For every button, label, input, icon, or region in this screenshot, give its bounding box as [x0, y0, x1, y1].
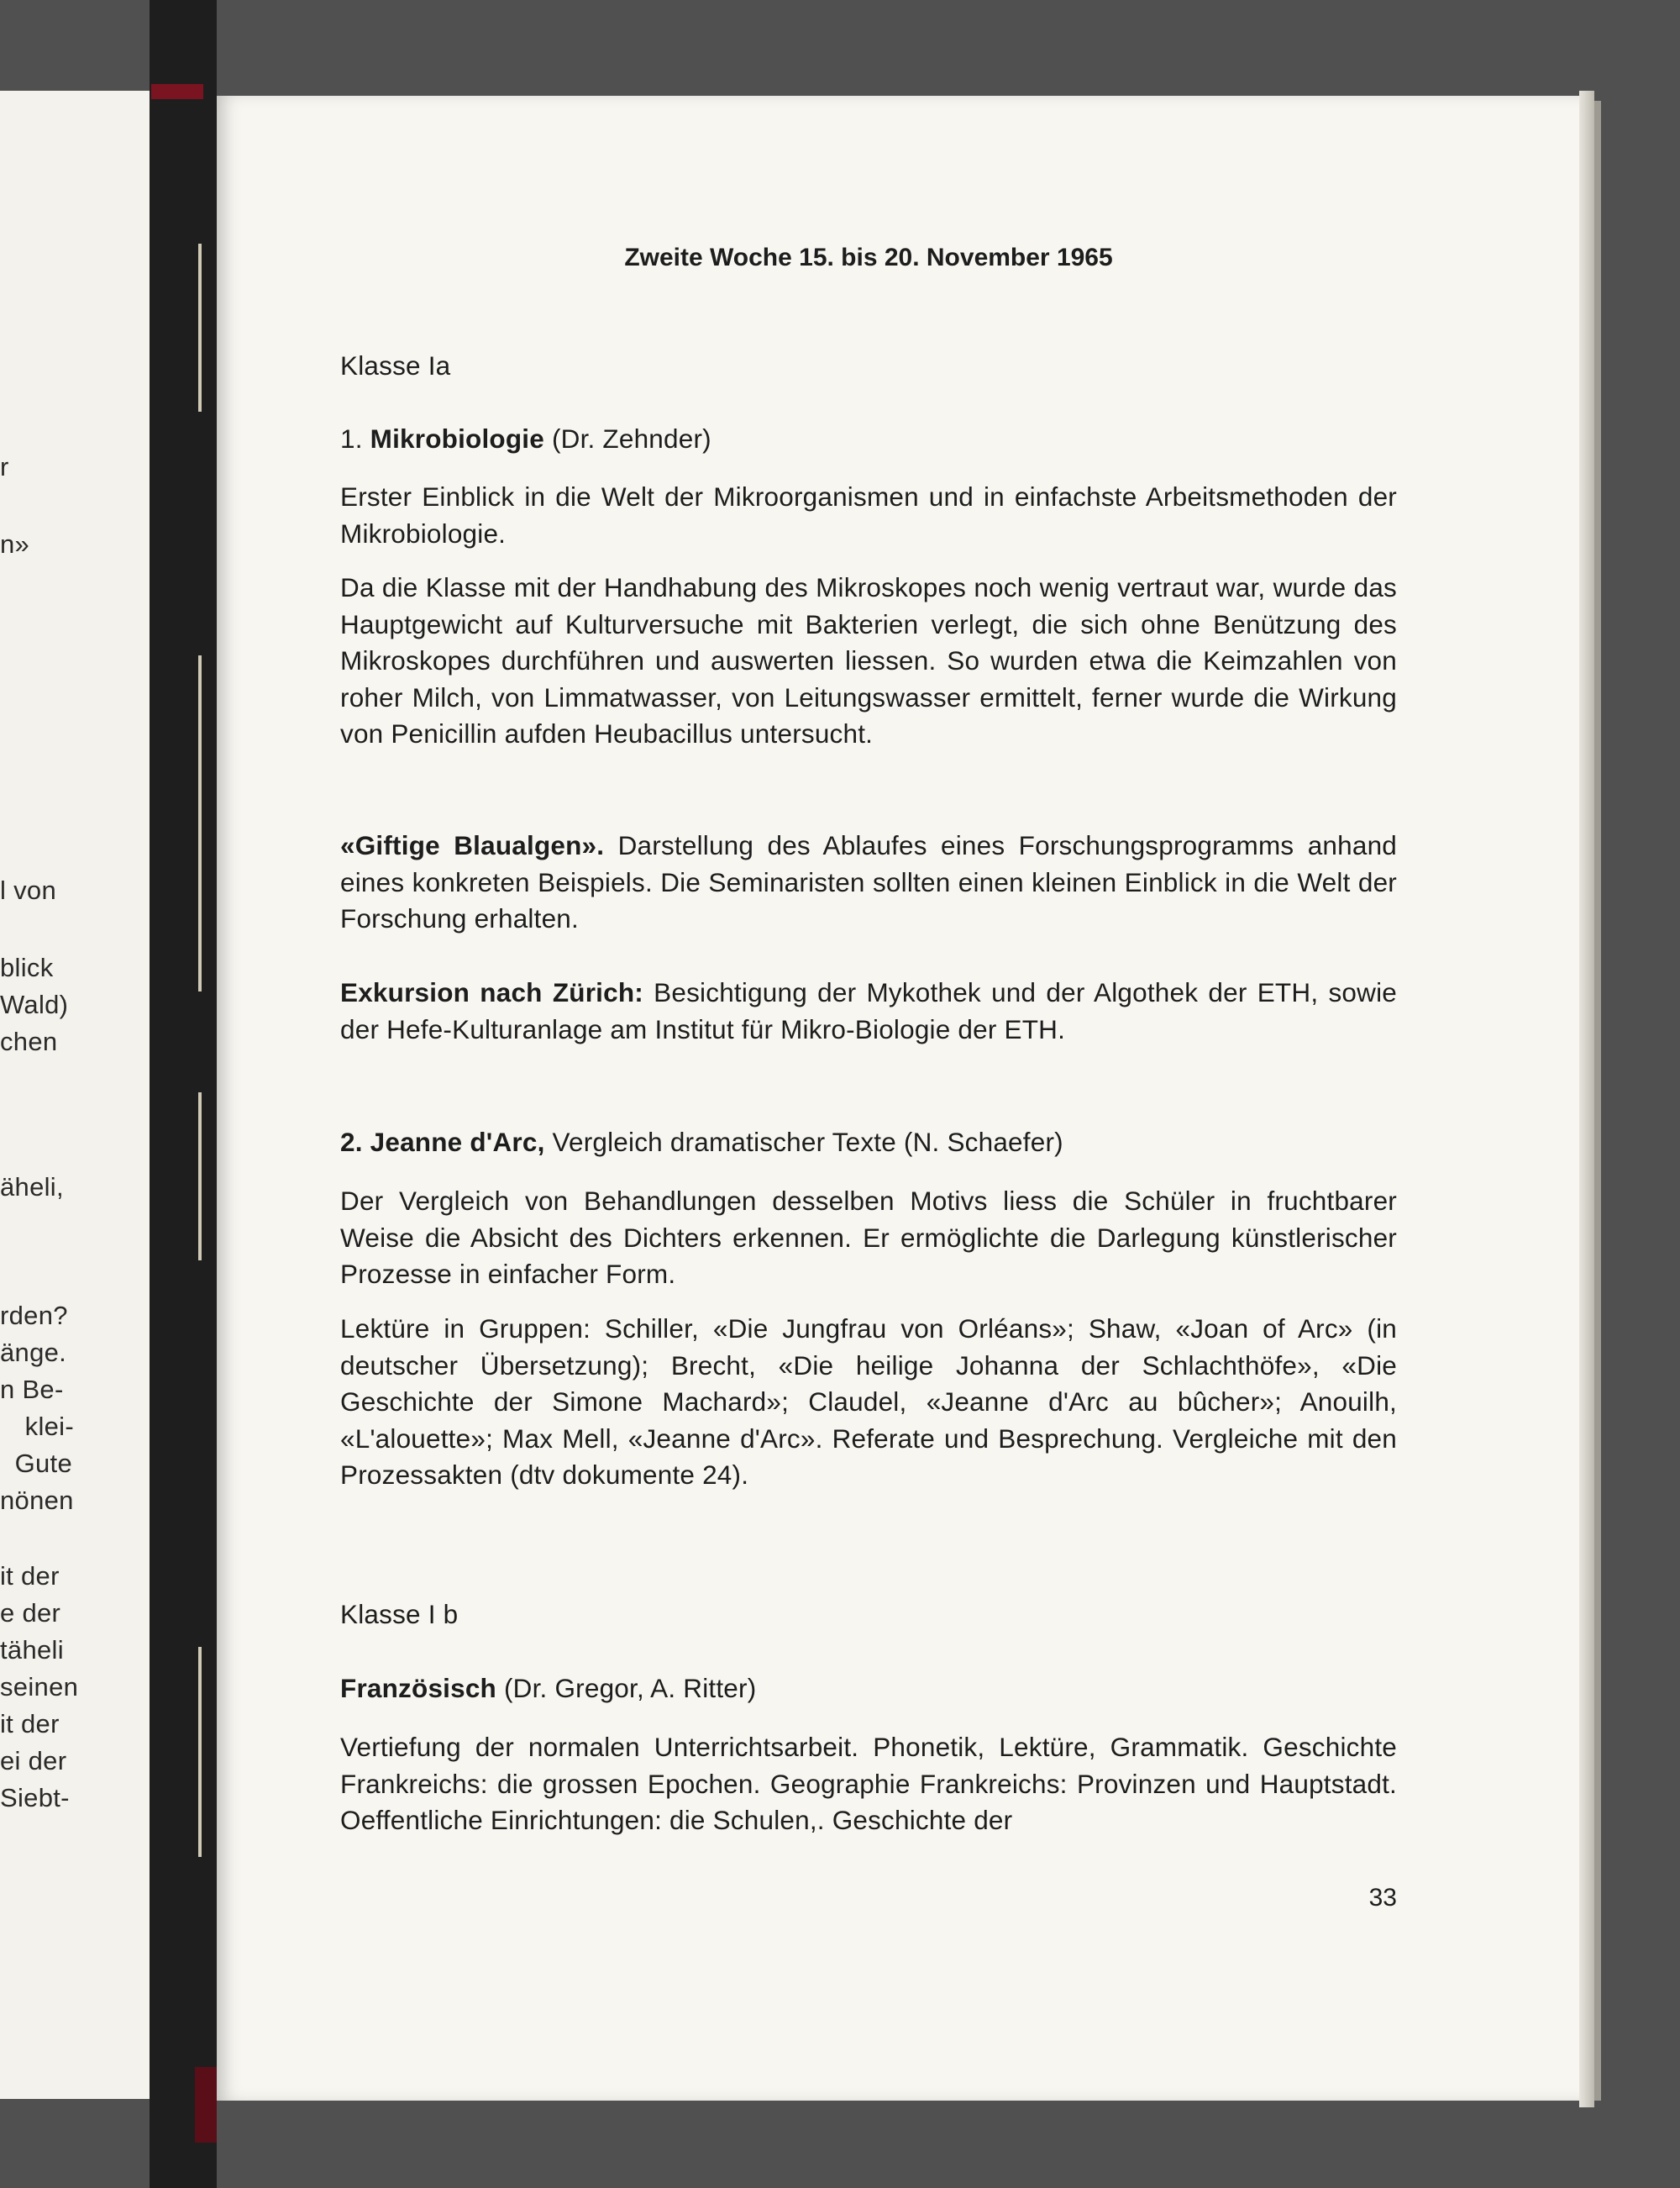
- binding-stitch: [198, 655, 202, 991]
- exkursion-text: Besichtigung der Mykothek und der Algothek der ETH, sowie der Hefe-Kulturanlage am Institut für Mikro-Biologie der ETH.: [340, 977, 1398, 1044]
- franzoesisch-paragraph: Vertiefung der normalen Unterrichtsarbeit. Phonetik, Lektüre, Grammatik. Geschichte Frankreichs: die grossen Epochen. Geographie Frankreichs: Provinzen und Hauptstadt. Oeffentliche Einrichtungen: die Schulen,. Geschichte der: [340, 1732, 1397, 1835]
- binding-stitch: [198, 1647, 202, 1857]
- left-page-fragment: ei der: [0, 1746, 67, 1775]
- page-block-edge: [1579, 91, 1594, 2107]
- class-heading-ib: Klasse I b: [340, 1599, 459, 1629]
- binding-stitch: [198, 1092, 202, 1260]
- mikrobiologie-paragraph-2: Da die Klasse mit der Handhabung des Mikroskopes noch wenig vertraut war, wurde das Hauptgewicht auf Kulturversuche mit Bakterien verlegt, die sich ohne Benützung des Mikroskopes durchführen und auswerten liessen. So wurden etwa die Keimzahlen von roher Milch, von Limmatwasser, von Leitungswasser ermittelt, ferner wurde die Wirkung von Penicillin aufden Heubacillus untersucht.: [340, 572, 1397, 749]
- section-heading-mikrobiologie: [340, 421, 1397, 458]
- left-page-fragment: blick: [0, 953, 54, 982]
- left-page-fragment: r: [0, 452, 9, 481]
- left-page-fragment: seinen: [0, 1672, 79, 1701]
- exkursion-paragraph: [340, 975, 1397, 1048]
- section-subtitle: Vergleich dramatischer Texte (N. Schaefer): [552, 1127, 1063, 1157]
- left-page-fragment: änge.: [0, 1338, 67, 1367]
- left-page-fragment: Wald): [0, 990, 69, 1019]
- section-number: 2.: [340, 1127, 363, 1157]
- left-page-fragment: Gute: [14, 1449, 72, 1478]
- section-heading-franzoesisch: [340, 1670, 1397, 1707]
- left-page-fragment: n Be-: [0, 1375, 64, 1404]
- left-page-fragment: Siebt-: [0, 1783, 70, 1812]
- left-page-fragment: n»: [0, 529, 30, 559]
- left-page-fragment: it der: [0, 1709, 60, 1738]
- left-page-fragment: nönen: [0, 1486, 74, 1515]
- section-teacher: (Dr. Zehnder): [551, 423, 711, 454]
- jeanne-paragraph-1: Der Vergleich von Behandlungen desselben Motivs liess die Schüler in fruchtbarer Weise die Absicht des Dichters erkennen. Er ermöglichte die Darlegung künstlerischer Prozesse in einfacher Form.: [340, 1186, 1397, 1289]
- book-spine: [150, 0, 217, 2188]
- blaualgen-paragraph: [340, 828, 1397, 938]
- binding-stitch: [198, 244, 202, 412]
- left-page-fragment: täheli: [0, 1635, 64, 1665]
- left-page-fragment: äheli,: [0, 1172, 64, 1202]
- section-title: Mikrobiologie: [370, 423, 544, 454]
- section-title: Jeanne d'Arc,: [370, 1127, 545, 1157]
- left-page-fragment: it der: [0, 1561, 60, 1591]
- exkursion-title: Exkursion nach Zürich:: [340, 977, 643, 1007]
- spine-ribbon-top: [151, 84, 203, 99]
- week-heading: Zweite Woche 15. bis 20. November 1965: [624, 244, 1113, 271]
- mikrobiologie-paragraph-1: Erster Einblick in die Welt der Mikroorganismen und in einfachste Arbeitsmethoden der Mikrobiologie.: [340, 481, 1397, 549]
- left-page-fragment: chen: [0, 1027, 58, 1056]
- section-heading-jeanne: [340, 1124, 1397, 1161]
- blaualgen-text: Darstellung des Ablaufes eines Forschungsprogramms anhand eines konkreten Beispiels. Die Seminaristen sollten einen kleinen Einblick in die Welt der Forschung erhalten.: [340, 830, 1398, 934]
- section-teacher: (Dr. Gregor, A. Ritter): [503, 1673, 757, 1703]
- left-page-fragment: rden?: [0, 1301, 68, 1330]
- class-heading-ia: Klasse Ia: [340, 350, 451, 381]
- left-page-fragment: e der: [0, 1598, 61, 1628]
- left-page-fragment: l von: [0, 876, 56, 905]
- page-block-edge-shadow: [1594, 101, 1601, 2101]
- section-number: 1.: [340, 423, 363, 454]
- spine-ribbon-bottom: [195, 2067, 217, 2143]
- section-title: Französisch: [340, 1673, 497, 1703]
- left-page-fragment: klei-: [24, 1412, 74, 1441]
- jeanne-paragraph-2: Lektüre in Gruppen: Schiller, «Die Jungfrau von Orléans»; Shaw, «Joan of Arc» (in deutscher Übersetzung); Brecht, «Die heilige Johanna der Schlachthöfe», «Die Geschichte der Simone Machard»; Claudel, «Jeanne d'Arc au bûcher»; Anouilh, «L'alouette»; Max Mell, «Jeanne d'Arc». Referate und Besprechung. Vergleiche mit den Prozessakten (dtv dokumente 24).: [340, 1313, 1397, 1490]
- blaualgen-title: «Giftige Blaualgen».: [340, 830, 605, 860]
- page-number: 33: [1368, 1884, 1397, 1912]
